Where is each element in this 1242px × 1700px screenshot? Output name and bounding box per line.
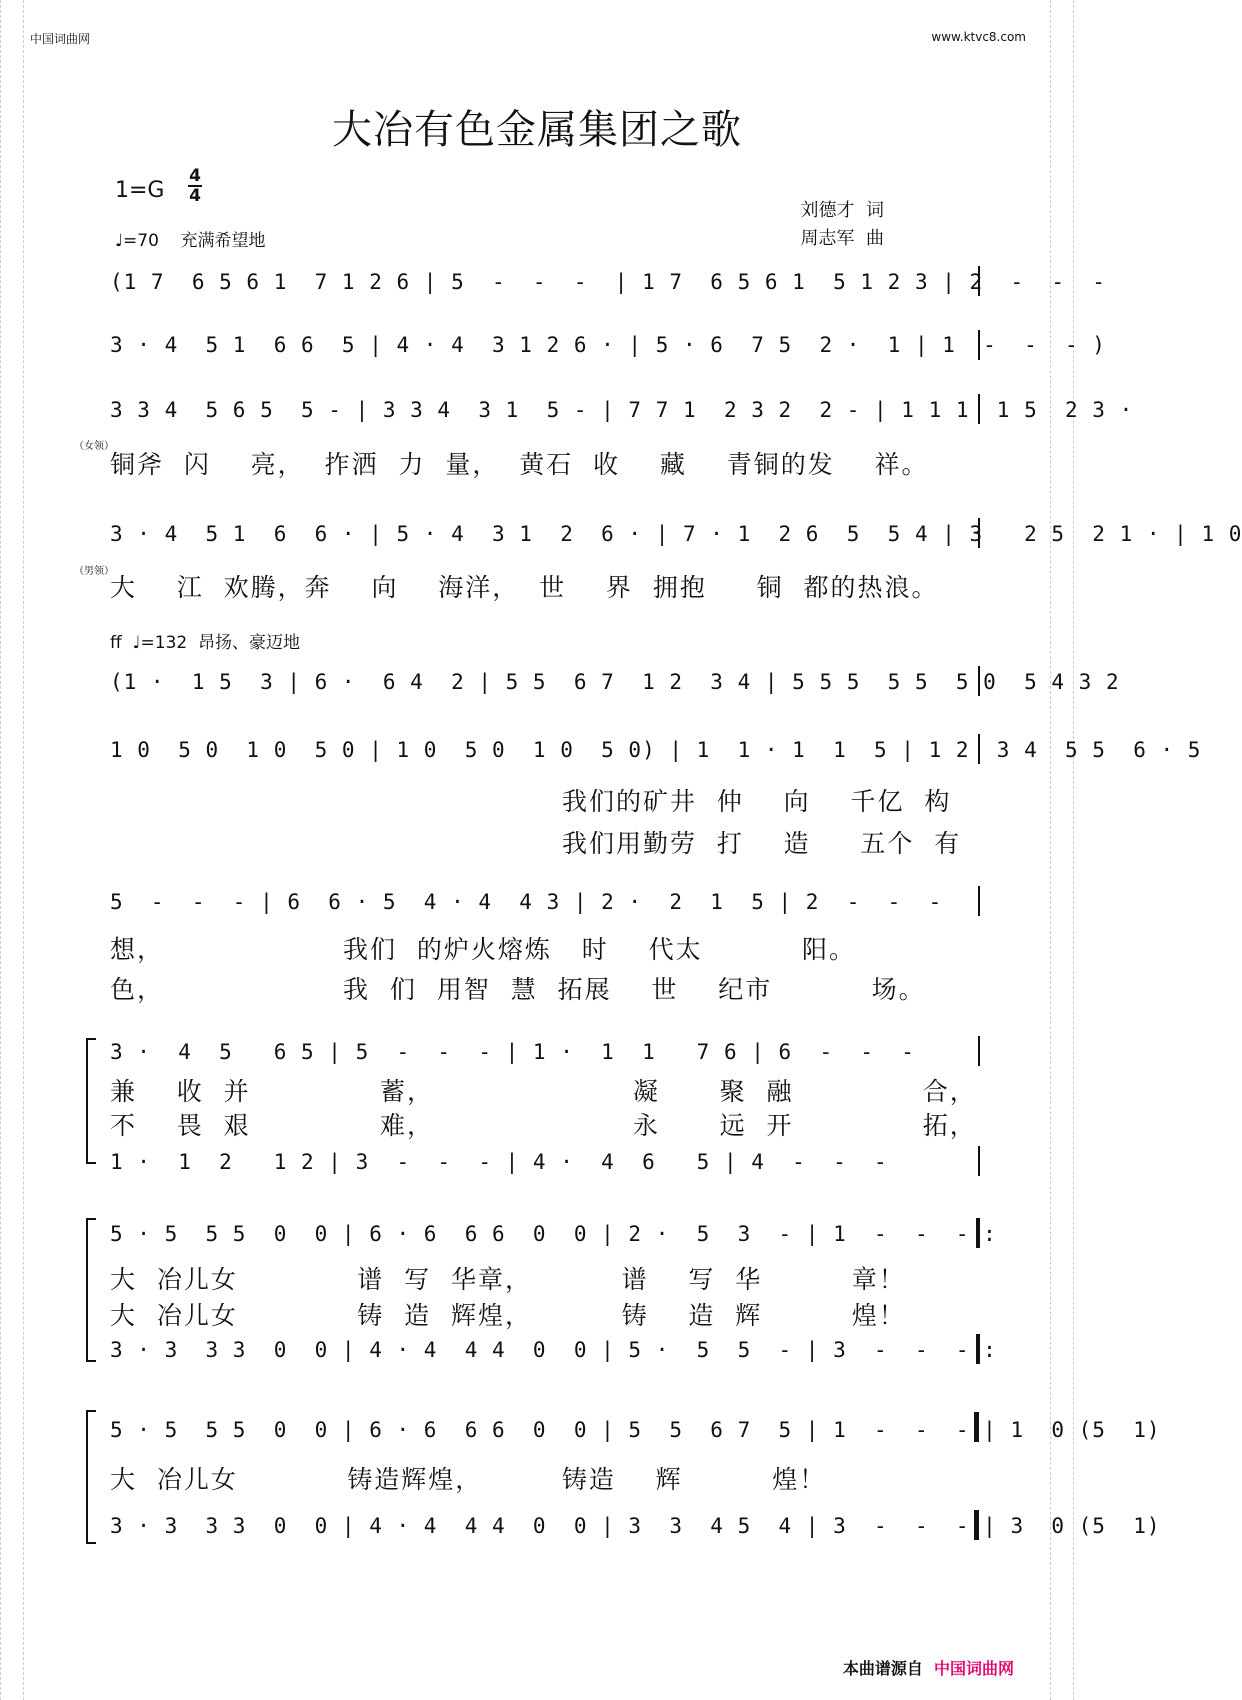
key-signature: 1=G: [115, 178, 165, 203]
repeat-barline: [976, 1218, 980, 1248]
barline: [978, 518, 980, 548]
staff-row-4: 3 · 4 5 1 6 6 · | 5 · 4 3 1 2 6 · | 7 · 1 2 6 5 5 4 | 3 2 5 2 1 · | 1 0: [110, 522, 1242, 546]
lyrics-row-8b: 不 畏 艰 难， 永 远 开 拓，: [110, 1111, 977, 1140]
lyrics-row-9a: 大 冶儿女 谱 写 华章， 谱 写 华 章！: [110, 1265, 906, 1294]
tempo-marking-chorus: ff ♩=132 昂扬、豪迈地: [110, 633, 301, 653]
lyrics-row-3: 铜斧 闪 亮， 拃洒 力 量， 黄石 收 藏 青铜的发 祥。: [110, 450, 929, 479]
part-label-male: （男领）: [74, 566, 114, 577]
lyrics-row-6a: 我们的矿井 仲 向 千亿 构: [562, 787, 952, 816]
lyrics-row-9b: 大 冶儿女 铸 造 辉煌， 铸 造 辉 煌！: [110, 1301, 906, 1330]
final-barline: [974, 1510, 979, 1540]
final-barline: [974, 1412, 979, 1442]
lyricist-credit: 刘德才 词: [800, 200, 884, 221]
staff-row-9-upper: 5 · 5 5 5 0 0 | 6 · 6 6 6 0 0 | 2 · 5 3 - | 1 - - - :: [110, 1222, 997, 1246]
staff-row-9-lower: 3 · 3 3 3 0 0 | 4 · 4 4 4 0 0 | 5 · 5 5 - | 3 - - - :: [110, 1338, 997, 1362]
lyrics-row-4: 大 江 欢腾，奔 向 海洋， 世 界 拥抱 铜 都的热浪。: [110, 573, 939, 602]
left-page-edge: [0, 0, 24, 1700]
time-signature-top: 4: [189, 166, 201, 186]
lyrics-row-7b: 色， 我 们 用智 慧 拓展 世 纪市 场。: [110, 975, 926, 1004]
lyrics-row-6b: 我们用勤劳 打 造 五个 有: [562, 829, 962, 858]
staff-row-3: 3 3 4 5 6 5 5 - | 3 3 4 3 1 5 - | 7 7 1 2 3 2 2 - | 1 1 1 1 5 2 3 ·: [110, 398, 1134, 422]
time-signature: [188, 168, 202, 204]
footer-site-link[interactable]: 中国词曲网: [933, 1659, 1014, 1678]
barline: [978, 330, 980, 360]
staff-row-5: (1 · 1 5 3 | 6 · 6 4 2 | 5 5 6 7 1 2 3 4 | 5 5 5 5 5 5 0 5 4 3 2: [110, 670, 1120, 694]
footer-source-text: 本曲谱源自: [842, 1659, 923, 1678]
site-name-left: 中国词曲网: [30, 32, 91, 46]
staff-row-7: 5 - - - | 6 6 · 5 4 · 4 4 3 | 2 · 2 1 5 | 2 - - -: [110, 890, 943, 914]
system-brace: [86, 1038, 96, 1164]
barline: [978, 886, 980, 916]
composer-credit: 周志军 曲: [800, 228, 884, 249]
barline: [978, 1146, 980, 1176]
barline: [978, 1036, 980, 1066]
staff-row-1: (1 7 6 5 6 1 7 1 2 6 | 5 - - - | 1 7 6 5 6 1 5 1 2 3 | 2 - - -: [110, 270, 1106, 294]
staff-row-2: 3 · 4 5 1 6 6 5 | 4 · 4 3 1 2 6 · | 5 · 6 7 5 2 · 1 | 1 - - - ): [110, 333, 1106, 357]
staff-row-6: 1 0 5 0 1 0 5 0 | 1 0 5 0 1 0 5 0) | 1 1 · 1 1 5 | 1 2 3 4 5 5 6 · 5: [110, 738, 1202, 762]
footer-source: [843, 1656, 1014, 1679]
lyrics-row-10: 大 冶儿女 铸造辉煌， 铸造 辉 煌！: [110, 1465, 827, 1494]
song-title: 大冶有色金属集团之歌: [332, 107, 742, 153]
right-page-edge: [1050, 0, 1074, 1700]
barline: [978, 266, 980, 296]
staff-row-10-lower: 3 · 3 3 3 0 0 | 4 · 4 4 4 0 0 | 3 3 4 5 4 | 3 - - - | 3 0 (5 1): [110, 1514, 1161, 1538]
part-label-female: （女领）: [74, 441, 114, 452]
repeat-barline: [976, 1334, 980, 1364]
tempo-marking-intro: ♩=70 充满希望地: [115, 231, 266, 251]
barline: [978, 666, 980, 696]
lyrics-row-7a: 想， 我们 的炉火熔炼 时 代太 阳。: [110, 935, 857, 964]
staff-row-8-upper: 3 · 4 5 6 5 | 5 - - - | 1 · 1 1 7 6 | 6 - - -: [110, 1040, 915, 1064]
system-brace: [86, 1218, 96, 1362]
lyrics-row-8a: 兼 收 并 蓄， 凝 聚 融 合，: [110, 1077, 977, 1106]
barline: [978, 394, 980, 424]
staff-row-8-lower: 1 · 1 2 1 2 | 3 - - - | 4 · 4 6 5 | 4 - - -: [110, 1150, 888, 1174]
barline: [978, 734, 980, 764]
system-brace: [86, 1410, 96, 1544]
time-signature-bottom: 4: [189, 186, 201, 206]
staff-row-10-upper: 5 · 5 5 5 0 0 | 6 · 6 6 6 0 0 | 5 5 6 7 5 | 1 - - - | 1 0 (5 1): [110, 1418, 1161, 1442]
site-url-right: www.ktvc8.com: [931, 30, 1026, 44]
